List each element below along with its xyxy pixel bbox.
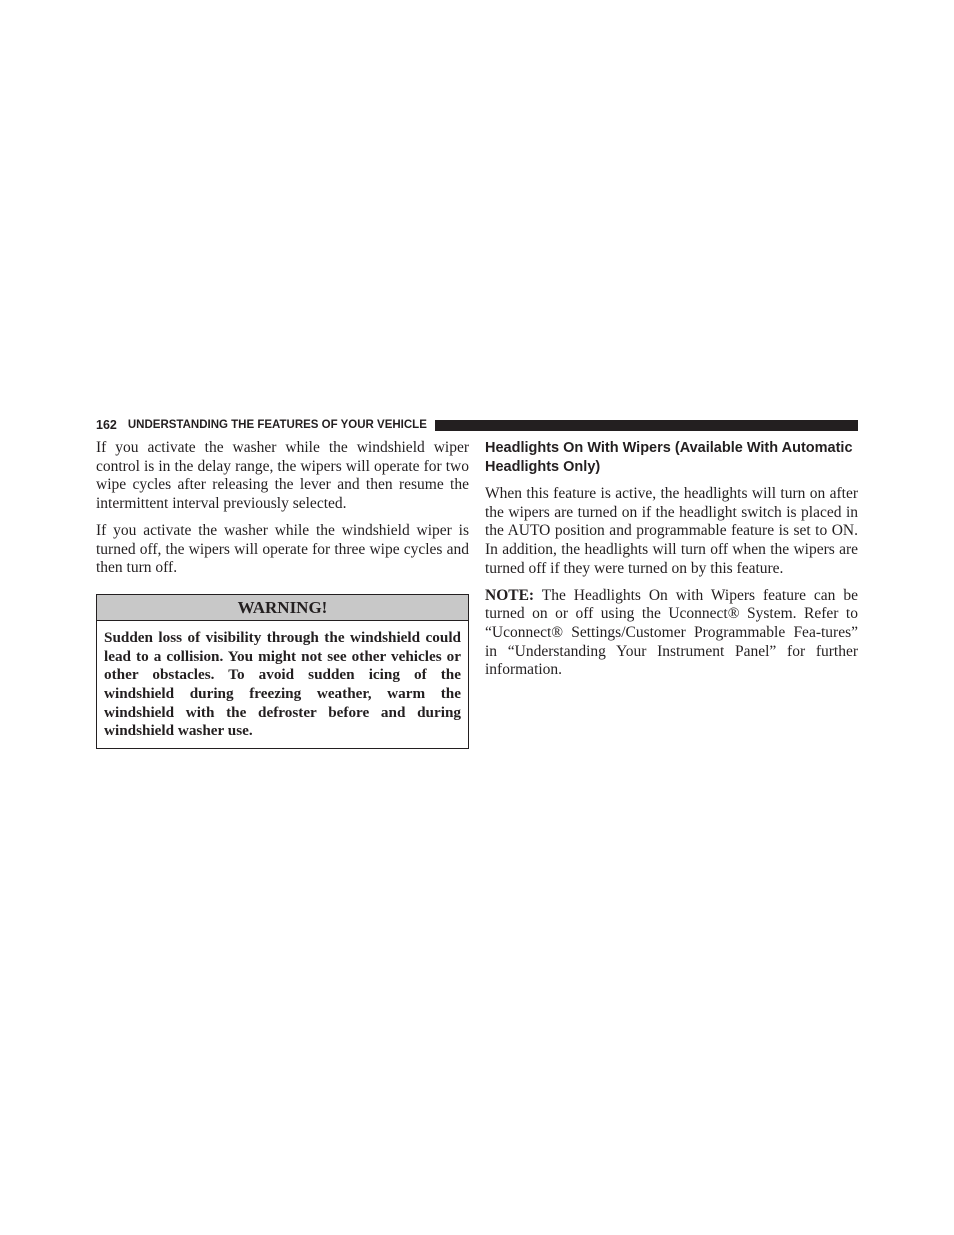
washer-delay-paragraph: If you activate the washer while the windshield wiper control is in the delay range, the wipers will operate for two wipe cycles after releasing the lever and then resume the intermittent interval previously selected. bbox=[96, 439, 469, 513]
note-text: The Headlights On with Wipers feature can be turned on or off using the Uconnect® System. Refer to “Uconnect® Settings/Customer Programmable Fea-tures” in “Understanding Your Instrument Panel” for further information. bbox=[485, 586, 858, 679]
headlights-feature-paragraph: When this feature is active, the headlights will turn on after the wipers are turned on if the headlight switch is placed in the AUTO position and programmable feature is set to ON. In addition, the headlights will turn off when the wipers are turned off if they were turned on by this feature. bbox=[485, 485, 858, 577]
page-header bbox=[96, 417, 858, 433]
section-title: UNDERSTANDING THE FEATURES OF YOUR VEHICLE bbox=[127, 419, 427, 431]
page-number: 162 bbox=[96, 418, 117, 432]
left-column bbox=[96, 439, 469, 749]
headlights-wipers-heading: Headlights On With Wipers (Available With Automatic Headlights Only) bbox=[485, 440, 853, 475]
warning-body: Sudden loss of visibility through the windshield could lead to a collision. You might not see other vehicles or other obstacles. To avoid sudden icing of the windshield during freezing weather, warm the windshield with the defroster before and during windshield washer use. bbox=[104, 628, 461, 740]
right-column bbox=[485, 439, 858, 688]
warning-box bbox=[96, 594, 469, 749]
washer-off-paragraph: If you activate the washer while the windshield wiper is turned off, the wipers will operate for three wipe cycles and then turn off. bbox=[96, 521, 469, 577]
header-rule-bar bbox=[435, 420, 858, 431]
warning-title: WARNING! bbox=[97, 595, 468, 621]
note-label: NOTE: bbox=[485, 586, 535, 604]
note-paragraph bbox=[485, 587, 858, 681]
